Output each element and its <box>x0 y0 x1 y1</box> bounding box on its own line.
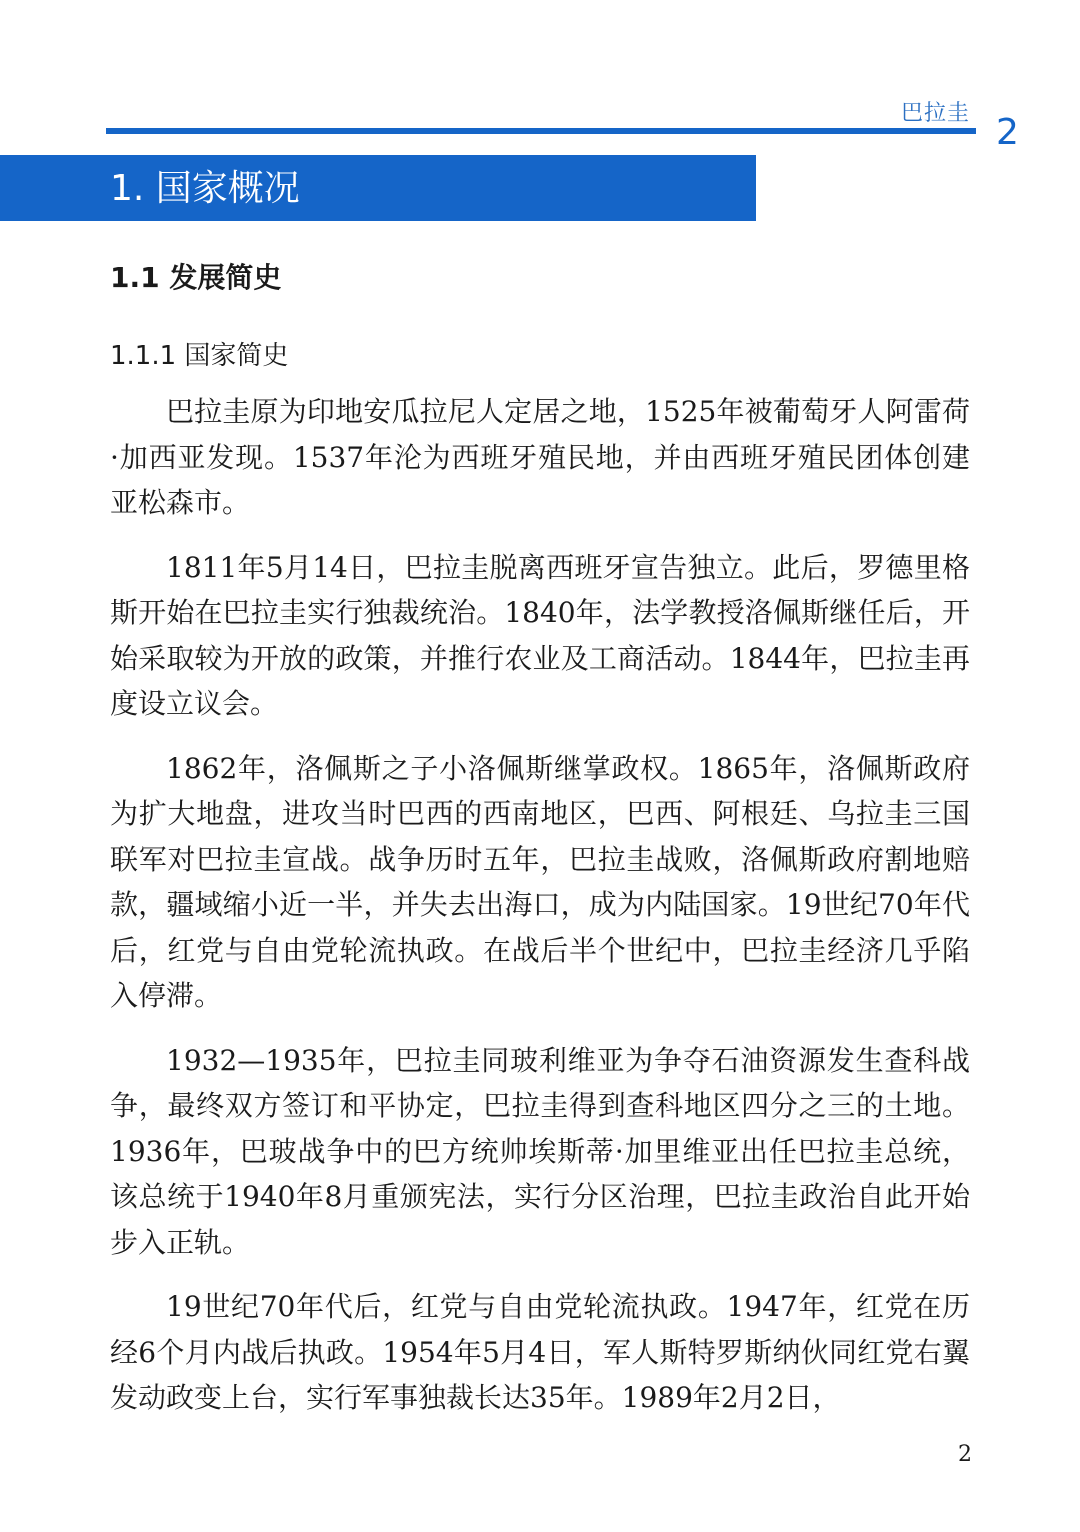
paragraph: 19世纪70年代后，红党与自由党轮流执政。1947年，红党在历经6个月内战后执政。1954年5月4日，军人斯特罗斯纳伙同红党右翼发动政变上台，实行军事独裁长达35年。1989年2月2日， <box>110 1290 970 1414</box>
paragraph: 1811年5月14日，巴拉圭脱离西班牙宣告独立。此后，罗德里格斯开始在巴拉圭实行独裁统治。1840年，法学教授洛佩斯继任后，开始采取较为开放的政策，并推行农业及工商活动。1844年，巴拉圭再度设立议会。 <box>110 550 970 720</box>
paragraph: 1932—1935年，巴拉圭同玻利维亚为争夺石油资源发生查科战争，最终双方签订和平协定，巴拉圭得到查科地区四分之三的土地。1936年，巴玻战争中的巴方统帅埃斯蒂·加里维亚出任巴拉圭总统，该总统于1940年8月重颁宪法，实行分区治理，巴拉圭政治自此开始步入正轨。 <box>110 1043 970 1259</box>
page-number: 2 <box>958 1442 972 1467</box>
chapter-number: 2 <box>996 112 1019 153</box>
body-text <box>110 389 970 1440</box>
paragraph: 巴拉圭原为印地安瓜拉尼人定居之地，1525年被葡萄牙人阿雷荷·加西亚发现。1537年沦为西班牙殖民地，并由西班牙殖民团体创建亚松森市。 <box>110 395 970 519</box>
section-title: 1.1 发展简史 <box>110 261 282 294</box>
paragraph: 1862年，洛佩斯之子小洛佩斯继掌政权。1865年，洛佩斯政府为扩大地盘，进攻当时巴西的西南地区，巴西、阿根廷、乌拉圭三国联军对巴拉圭宣战。战争历时五年，巴拉圭战败，洛佩斯政府割地赔款，疆域缩小近一半，并失去出海口，成为内陆国家。19世纪70年代后，红党与自由党轮流执政。在战后半个世纪中，巴拉圭经济几乎陷入停滞。 <box>110 751 970 1012</box>
running-title: 巴拉圭 <box>900 101 970 126</box>
header-rule <box>106 128 976 134</box>
subsection-title: 1.1.1 国家简史 <box>110 341 289 371</box>
chapter-title: 1. 国家概况 <box>110 168 300 209</box>
